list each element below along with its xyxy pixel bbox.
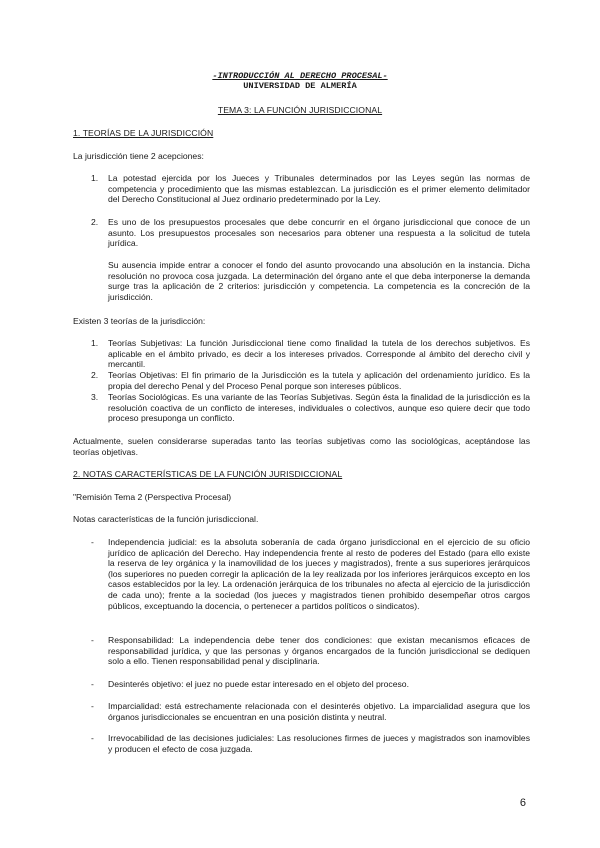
nota-item-irrevocabilidad [91, 733, 530, 754]
teoria-item-1 [91, 338, 530, 370]
topic-title: TEMA 3: LA FUNCIÓN JURISDICCIONAL [217, 105, 383, 115]
nota-item-desinteres [91, 679, 530, 690]
section-2-heading: 2. NOTAS CARACTERÍSTICAS DE LA FUNCIÓN JURISDICCIONAL [73, 469, 343, 479]
list-number: 1. [91, 338, 99, 348]
acepciones-intro: La jurisdicción tiene 2 acepciones: [73, 151, 204, 161]
list-item-text: Desinterés objetivo: el juez no puede estar interesado en el objeto del proceso. [108, 679, 409, 689]
list-item-text: Irrevocabilidad de las decisiones judiciales: Las resoluciones firmes de jueces y magistrados son inamovibles y producen el efecto de cosa juzgada. [108, 733, 530, 754]
list-dash: - [91, 733, 94, 743]
list-dash: - [91, 635, 94, 645]
list-item-text: Su ausencia impide entrar a conocer el fondo del asunto provocando una absolución en la instancia. Dicha resolución no provoca cosa juzgada. La determinación del órgano ante el que deba interponerse la demanda surge tras la aplicación de 2 criterios: jurisdicción y competencia. La competencia es la concreción de la jurisdicción. [108, 260, 530, 302]
list-dash: - [91, 537, 94, 547]
list-dash: - [91, 701, 94, 711]
list-item-text: Responsabilidad: La independencia debe tener dos condiciones: que existan mecanismos eficaces de responsabilidad jurídica, y que las personas y órganos encargados de la función jurisdiccional se dediquen solo a ello. Tienen responsabilidad penal y disciplinaria. [108, 635, 530, 667]
acepcion-item-1 [91, 173, 530, 205]
teorias-conclusion: Actualmente, suelen considerarse superadas tanto las teorías subjetivas como las sociológicas, aceptándose las teorías objetivas. [73, 436, 530, 457]
section-1-heading: 1. TEORÍAS DE LA JURISDICCIÓN [73, 128, 214, 138]
list-item-text: La potestad ejercida por los Jueces y Tribunales determinados por las Leyes según las normas de competencia y procedimiento que las mismas establezcan. La jurisdicción es el primer elemento delimitador del Derecho Constitucional al Juez ordinario predeterminado por la Ley. [108, 173, 530, 205]
list-item-text: Teorías Sociológicas. Es una variante de las Teorías Subjetivas. Según ésta la finalidad de la jurisdicción es la resolución coactiva de un conflicto de intereses, individuales o colectivos, aunque eso quiere decir que todo proceso presuponga un conflicto. [108, 392, 530, 424]
list-item-text: Imparcialidad: está estrechamente relacionada con el desinterés objetivo. La imparcialidad asegura que los órganos jurisdiccionales se encuentran en una posición distinta y neutral. [108, 701, 530, 722]
list-item-text: Es uno de los presupuestos procesales que debe concurrir en el órgano jurisdiccional que conoce de un asunto. Los presupuestos procesales son necesarios para obtener una respuesta a la solicitud de tutela jurídica. [108, 217, 530, 249]
list-number: 1. [91, 173, 99, 183]
nota-item-responsabilidad [91, 635, 530, 678]
list-dash: - [91, 679, 94, 689]
document-title: -INTRODUCCIÓN AL DERECHO PROCESAL- [212, 71, 388, 81]
remision-note: "Remisión Tema 2 (Perspectiva Procesal) [73, 492, 232, 502]
list-number: 2. [91, 217, 99, 227]
teorias-intro: Existen 3 teorías de la jurisdicción: [73, 316, 206, 326]
university-name: UNIVERSIDAD DE ALMERÍA [243, 81, 357, 91]
page-number: 6 [519, 797, 526, 809]
list-number: 3. [91, 392, 99, 402]
teoria-item-3 [91, 392, 530, 424]
acepcion-item-2 [91, 217, 530, 249]
list-item-text: Independencia judicial: es la absoluta soberanía de cada órgano jurisdiccional en el ejercicio de su oficio jurídico de aplicación del Derecho. Hay independencia frente al resto de poderes del Estado (para ello existe la reserva de ley orgánica y la inamovilidad de los jueces y magistrados), frente a sus superiores jerárquicos (los superiores no pueden corregir la aplicación de la ley realizada por los inferiores jerárquicos excepto en los casos establecidos por la ley. La ordenación jerárquica de los tribunales no afecta al ejercicio de la jurisdicción de cada uno); frente a la sociedad (los jueces y magistrados tienen prohibido desempeñar otros cargos públicos, exceptuando la docencia, o pertenecer a partidos políticos o sindicatos). [108, 537, 530, 611]
notas-intro: Notas características de la función jurisdiccional. [73, 514, 259, 524]
list-number: 2. [91, 370, 99, 380]
nota-item-imparcialidad [91, 701, 530, 722]
list-item-text: Teorías Objetivas: El fin primario de la Jurisdicción es la tutela y aplicación del ordenamiento jurídico. Es la propia del derecho Penal y del Proceso Penal porque son intereses públicos. [108, 370, 530, 391]
acepcion-item-2-continued [91, 260, 530, 303]
nota-item-independencia [91, 537, 530, 623]
list-item-text: Teorías Subjetivas: La función Jurisdiccional tiene como finalidad la tutela de los derechos subjetivos. Es aplicable en el ámbito privado, es decir a los intereses privados. Corresponde al ámbito del derecho civil y mercantil. [108, 338, 530, 370]
teoria-item-2 [91, 370, 530, 391]
